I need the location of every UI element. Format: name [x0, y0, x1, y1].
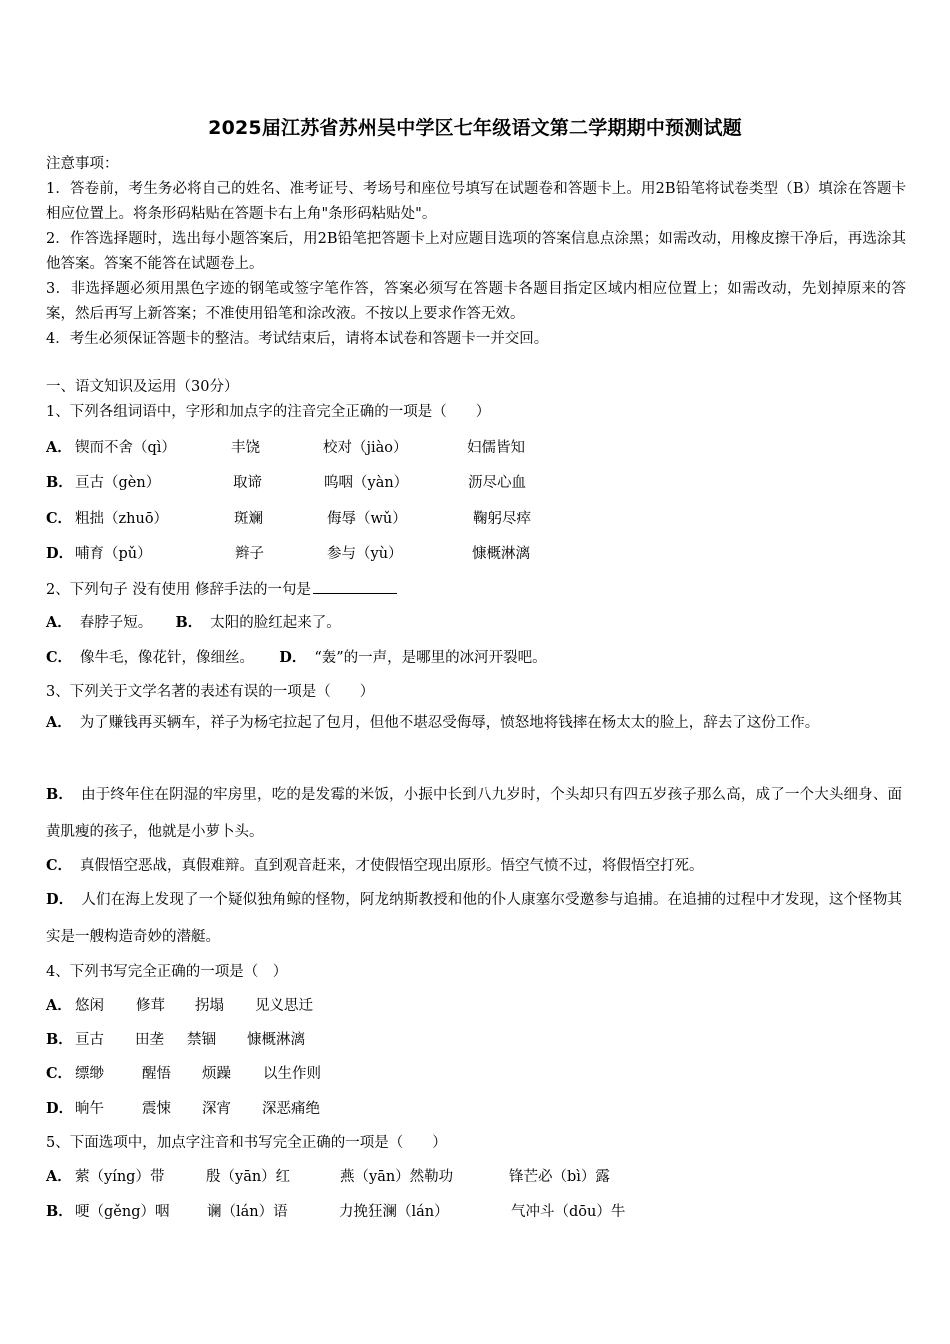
q3-stem: 3、下列关于文学名著的表述有误的一项是（ ） [46, 684, 375, 700]
option-label: D． [46, 891, 74, 908]
option-label: C． [46, 1065, 73, 1082]
q4-option-a [46, 994, 313, 1015]
q5-b-word-1: 哽（gěng）咽 [75, 1204, 170, 1220]
option-label: C． [46, 857, 73, 874]
q5-option-b [46, 1200, 626, 1221]
section-heading: 一、语文知识及运用（30分） [46, 379, 239, 395]
option-label: B． [46, 1203, 73, 1220]
option-label: A． [46, 1168, 72, 1185]
q4-c-word-2: 醒悟 [142, 1066, 171, 1082]
q3-option-a [46, 704, 902, 742]
option-label: A． [46, 997, 72, 1014]
q1-b-word-1: 亘古（gèn） [75, 475, 161, 491]
q5-a-word-4: 锋芒必（bì）露 [509, 1169, 610, 1185]
q4-option-d [46, 1097, 320, 1118]
q4-a-word-3: 拐塌 [195, 998, 224, 1014]
q3-a-text: 为了赚钱再买辆车，祥子为杨宅拉起了包月，但他不堪忍受侮辱，愤怒地将钱摔在杨太太的脸上，辞去了这份工作。 [79, 715, 820, 731]
option-label: B． [46, 1031, 73, 1048]
q1-c-word-2: 斑斓 [234, 511, 263, 527]
q4-option-c [46, 1062, 321, 1083]
q5-b-word-4: 气冲斗（dōu）牛 [511, 1204, 626, 1220]
q5-stem: 5、下面选项中，加点字注音和书写完全正确的一项是（ ） [46, 1135, 447, 1151]
q3-option-b [46, 776, 902, 851]
q1-c-word-3: 侮辱（wǔ） [327, 511, 407, 527]
q4-stem: 4、下列书写完全正确的一项是（ ） [46, 964, 288, 980]
notice-item-4: 4．考生必须保证答题卡的整洁。考试结束后，请将本试卷和答题卡一并交回。 [46, 331, 549, 347]
option-label: D． [46, 545, 74, 562]
q4-option-b [46, 1028, 305, 1049]
q4-b-word-1: 亘古 [75, 1032, 104, 1048]
notice-section [46, 152, 906, 352]
q1-option-d [46, 542, 530, 563]
q1-d-word-3: 参与（yù） [327, 546, 403, 562]
q4-c-word-3: 烦躁 [202, 1066, 231, 1082]
q1-a-word-2: 丰饶 [231, 440, 260, 456]
q5-option-a [46, 1165, 610, 1186]
option-label: D． [46, 1100, 74, 1117]
option-label: B． [175, 614, 203, 631]
q4-a-word-4: 见义思迁 [255, 998, 313, 1014]
q4-b-word-4: 慷概淋漓 [247, 1032, 305, 1048]
option-label: B． [46, 786, 74, 803]
q1-b-word-3: 呜咽（yàn） [324, 475, 409, 491]
q1-c-word-4: 鞠躬尽瘁 [473, 511, 531, 527]
q2-b-text: 太阳的脸红起来了。 [210, 615, 341, 631]
option-label: C． [46, 510, 73, 527]
q1-stem: 1、下列各组词语中，字形和加点字的注音完全正确的一项是（ ） [46, 404, 491, 420]
option-label: A． [46, 714, 72, 731]
notice-heading: 注意事项： [46, 156, 119, 172]
q2-options-row-2 [46, 646, 547, 667]
q2-options-row-1 [46, 611, 341, 632]
q1-d-word-1: 哺育（pǔ） [75, 546, 152, 562]
q1-c-word-1: 粗拙（zhuō） [75, 511, 169, 527]
q1-a-word-4: 妇儒皆知 [467, 440, 525, 456]
q5-a-word-2: 殷（yān）红 [206, 1169, 291, 1185]
q4-d-word-3: 深宵 [202, 1101, 231, 1117]
q4-c-word-1: 缥缈 [75, 1066, 104, 1082]
option-label: A． [46, 439, 72, 456]
option-label: A． [46, 614, 72, 631]
q5-b-word-2: 谰（lán）语 [207, 1204, 288, 1220]
q4-d-word-4: 深恶痛绝 [262, 1101, 320, 1117]
q1-d-word-2: 辫子 [235, 546, 264, 562]
q4-b-word-3: 禁锢 [187, 1032, 216, 1048]
q1-b-word-4: 沥尽心血 [468, 475, 526, 491]
q3-c-text: 真假悟空恶战，真假难辩。直到观音赶来，才使假悟空现出原形。悟空气愤不过，将假悟空打死。 [80, 858, 704, 874]
page-title: 2025届江苏省苏州吴中学区七年级语文第二学期期中预测试题 [208, 117, 742, 139]
q2-a-text: 春脖子短。 [79, 615, 153, 631]
q3-option-c [46, 847, 902, 885]
q2-stem: 2、下列句子 没有使用 修辞手法的一句是 [46, 582, 311, 598]
q4-b-word-2: 田垄 [135, 1032, 164, 1048]
option-label: B． [46, 474, 73, 491]
q2-c-text: 像牛毛，像花针，像细丝。 [80, 650, 255, 666]
option-label: D． [279, 649, 307, 666]
q1-a-word-1: 锲而不舍（qì） [75, 440, 176, 456]
q3-option-d [46, 881, 902, 956]
q4-a-word-1: 悠闲 [75, 998, 104, 1014]
q2-d-text: “轰”的一声，是哪里的冰河开裂吧。 [314, 650, 547, 666]
q5-b-word-3: 力挽狂澜（lán） [339, 1204, 449, 1220]
answer-blank [313, 592, 397, 594]
q1-option-c [46, 507, 531, 528]
q3-d-text: 人们在海上发现了一个疑似独角鲸的怪物，阿龙纳斯教授和他的仆人康塞尔受邀参与追捕。在追捕的过程中才发现，这个怪物其实是一艘构造奇妙的潜艇。 [46, 892, 902, 945]
q1-d-word-4: 慷概淋漓 [472, 546, 530, 562]
q1-b-word-2: 取谛 [233, 475, 262, 491]
q1-option-a [46, 436, 525, 457]
q1-option-b [46, 471, 526, 492]
q3-b-text: 由于终年住在阴湿的牢房里，吃的是发霉的米饭，小振中长到八九岁时，个头却只有四五岁孩子那么高，成了一个大头细身、面黄肌瘦的孩子，他就是小萝卜头。 [46, 787, 902, 840]
q4-a-word-2: 修茸 [136, 998, 165, 1014]
option-label: C． [46, 649, 73, 666]
q2-stem-line [46, 578, 397, 599]
q1-a-word-3: 校对（jiào） [323, 440, 408, 456]
notice-item-3: 3．非选择题必须用黑色字迹的钢笔或签字笔作答，答案必须写在答题卡各题目指定区域内相应位置上；如需改动，先划掉原来的答案，然后再写上新答案；不准使用铅笔和涂改液。不按以上要求作答无效。 [46, 281, 906, 322]
q5-a-word-3: 燕（yān）然勒功 [340, 1169, 454, 1185]
q5-a-word-1: 萦（yíng）带 [75, 1169, 165, 1185]
q4-d-word-1: 晌午 [75, 1101, 104, 1117]
q4-c-word-4: 以生作则 [263, 1066, 321, 1082]
notice-item-1: 1．答卷前，考生务必将自己的姓名、准考证号、考场号和座位号填写在试题卷和答题卡上。用2B铅笔将试卷类型（B）填涂在答题卡相应位置上。将条形码粘贴在答题卡右上角"条形码粘贴处"。 [46, 181, 906, 222]
q4-d-word-2: 震悚 [142, 1101, 171, 1117]
notice-item-2: 2．作答选择题时，选出每小题答案后，用2B铅笔把答题卡上对应题目选项的答案信息点涂黑；如需改动，用橡皮擦干净后，再选涂其他答案。答案不能答在试题卷上。 [46, 231, 906, 272]
